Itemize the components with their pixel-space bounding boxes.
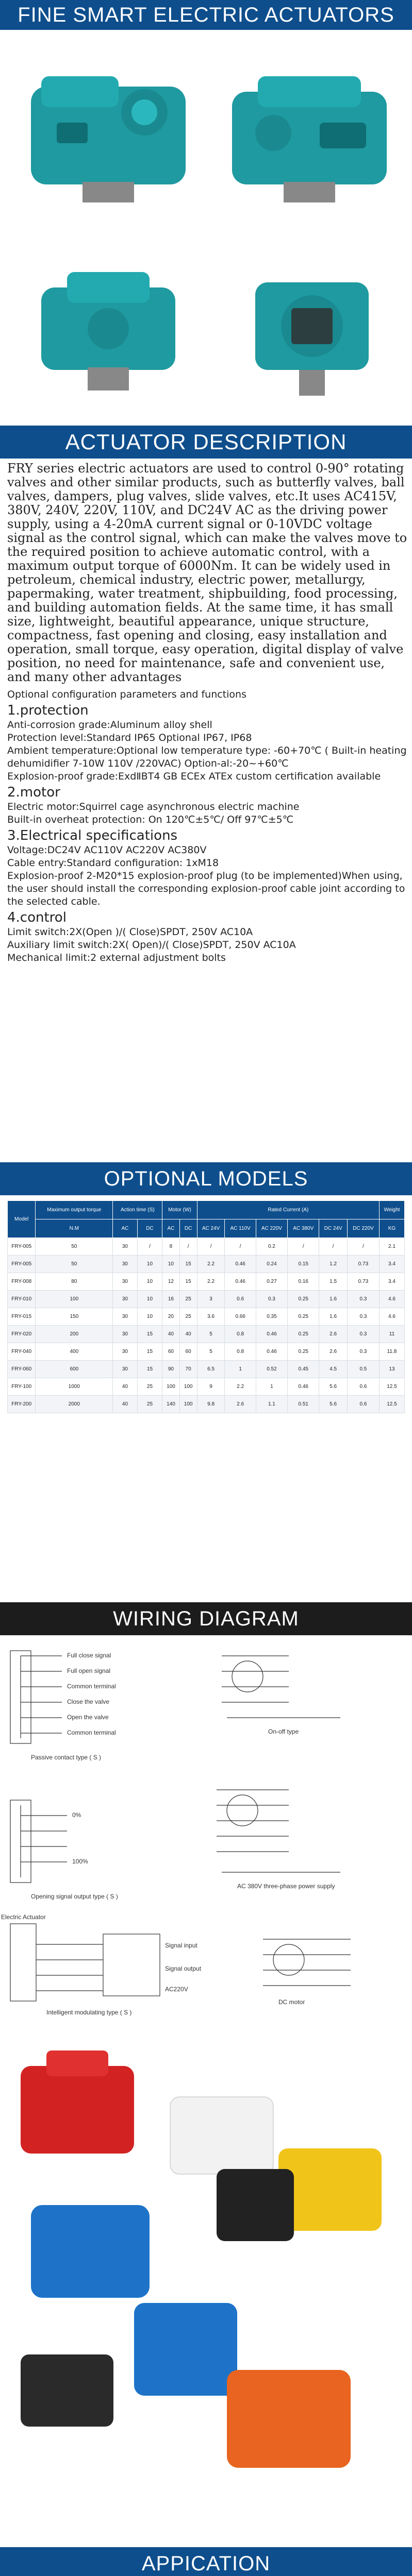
table-cell: 5	[197, 1326, 225, 1343]
table-cell: 5.6	[319, 1396, 347, 1413]
spec-line: Limit switch:2X(Open )/( Close)SPDT, 250V AC10A	[7, 926, 253, 938]
actuator-lineup-photo	[0, 2035, 412, 2547]
table-cell: 0.52	[256, 1361, 287, 1378]
models-banner	[0, 1162, 412, 1195]
description-section	[7, 462, 407, 964]
table-cell: 2.1	[379, 1238, 404, 1256]
wiring-lines	[0, 1635, 412, 2032]
application-banner	[0, 2547, 412, 2576]
description-banner	[0, 426, 412, 459]
table-cell: 3.4	[379, 1256, 404, 1273]
table-cell: 60	[179, 1343, 197, 1361]
spec-line: Protection level:Standard IP65 Optional IP67, IP68	[7, 732, 252, 743]
table-cell: 50	[36, 1256, 113, 1273]
application-title: APPICATION	[141, 2552, 271, 2575]
spec-line: Cable entry:Standard configuration: 1xM18	[7, 857, 219, 869]
spec-line: Voltage:DC24V AC110V AC220V AC380V	[7, 844, 207, 856]
table-cell: /	[225, 1238, 256, 1256]
subheader-cell: AC	[113, 1219, 137, 1238]
table-cell: 1	[256, 1378, 287, 1396]
label-electric-actuator: Electric Actuator	[1, 1913, 46, 1921]
table-cell: 1.1	[256, 1396, 287, 1413]
label-pct-100: 100%	[72, 1858, 88, 1865]
subheader-cell: AC 380V	[288, 1219, 319, 1238]
table-cell: 30	[113, 1361, 137, 1378]
table-cell: 0.66	[225, 1308, 256, 1326]
description-intro: FRY series electric actuators are used to control 0-90° rotating valves and other similar products, such as butterfly valves, ball valves, dampers, plug valves, slide valves, etc.It uses AC415V, 380V, 240V, 220V, 110V, and DC24V AC as the driving power supply, using a 4-20mA current signal or 0-10VDC voltage signal as the control signal, which can make the valves move to the required position to achieve automatic control, with a maximum output torque of 6000Nm. It can be widely used in petroleum, chemical industry, electric power, metallurgy, papermaking, water treatment, shipbuilding, food processing, and building automation fields. At the same time, it has small size, lightweight, beautiful appearance, unique structure, compactness, fast opening and closing, easy installation and operation, small torque, easy operation, digital display of valve position, no need for maintenance, safe and convenient use, and many other advantages	[7, 461, 407, 684]
table-cell: 0.46	[225, 1256, 256, 1273]
table-cell: FRY-060	[8, 1361, 36, 1378]
spec-line: Explosion-proof 2-M20*15 explosion-proof plug (to be implemented)When using, the user should install the corresponding explosion-proof cable joint according to the selected cable.	[7, 870, 405, 907]
table-cell: 50	[36, 1238, 113, 1256]
table-cell: 20	[162, 1308, 179, 1326]
table-cell: 0.45	[288, 1361, 319, 1378]
table-cell: 0.25	[288, 1343, 319, 1361]
wiring-banner	[0, 1602, 412, 1635]
table-row	[8, 1256, 405, 1273]
spec-line: Electric motor:Squirrel cage asynchronous electric machine	[7, 801, 300, 812]
table-cell: 1.2	[319, 1256, 347, 1273]
product-image-teal-1	[10, 50, 206, 215]
table-cell: 4.5	[319, 1361, 347, 1378]
table-cell: FRY-005	[8, 1256, 36, 1273]
table-cell: 1.6	[319, 1291, 347, 1308]
table-cell: 30	[113, 1343, 137, 1361]
config-intro: Optional configuration parameters and functions	[7, 689, 246, 700]
table-cell: 25	[179, 1308, 197, 1326]
table-cell: 140	[162, 1396, 179, 1413]
table-cell: 0.25	[288, 1308, 319, 1326]
table-cell: 40	[113, 1396, 137, 1413]
table-cell: 0.5	[347, 1361, 379, 1378]
table-cell: 0.2	[256, 1238, 287, 1256]
table-cell: 90	[162, 1361, 179, 1378]
table-cell: 80	[36, 1273, 113, 1291]
label-full-open: Full open signal	[67, 1667, 111, 1674]
subheader-cell: AC 110V	[225, 1219, 256, 1238]
table-row	[8, 1396, 405, 1413]
label-signal-output: Signal output	[165, 1965, 202, 1972]
spec-line: Ambient temperature:Optional low temperature type: -60+70℃ ( Built-in heating dehumidifier 7-10W 110V /220VAC) Option-al:-20~+60℃	[7, 745, 407, 769]
table-cell: 400	[36, 1343, 113, 1361]
table-cell: 12	[162, 1273, 179, 1291]
subheader-cell: DC 24V	[319, 1219, 347, 1238]
table-cell: 16	[162, 1291, 179, 1308]
col-torque: Maximum output torque	[36, 1201, 113, 1219]
table-cell: 0.46	[256, 1343, 287, 1361]
table-cell: 0.46	[225, 1273, 256, 1291]
table-cell: 30	[113, 1326, 137, 1343]
table-cell: /	[137, 1238, 162, 1256]
table-cell: 0.51	[288, 1396, 319, 1413]
table-cell: 15	[137, 1361, 162, 1378]
label-close-valve: Close the valve	[67, 1698, 110, 1705]
spec-control-heading: 4.control	[7, 910, 67, 925]
table-cell: 12.5	[379, 1396, 404, 1413]
label-full-close: Full close signal	[67, 1652, 111, 1659]
caption-passive: Passive contact type ( S )	[31, 1754, 102, 1761]
table-row	[8, 1308, 405, 1326]
subheader-cell: AC 220V	[256, 1219, 287, 1238]
table-cell: 1.5	[319, 1273, 347, 1291]
table-cell: 10	[137, 1291, 162, 1308]
table-cell: /	[347, 1238, 379, 1256]
spec-protection-heading: 1.protection	[7, 703, 89, 718]
caption-onoff: On-off type	[268, 1728, 299, 1735]
label-common: Common terminal	[67, 1683, 116, 1690]
table-cell: 0.3	[347, 1308, 379, 1326]
table-cell: 40	[162, 1326, 179, 1343]
wiring-diagrams	[0, 1635, 412, 2032]
spec-line: Explosion-proof grade:ExdⅡBT4 GB ECEx ATEx custom certification available	[7, 771, 381, 782]
table-cell: 2.6	[319, 1343, 347, 1361]
product-image-teal-3	[31, 251, 186, 406]
table-cell: FRY-040	[8, 1343, 36, 1361]
table-cell: 15	[179, 1273, 197, 1291]
table-cell: 0.46	[288, 1378, 319, 1396]
table-row	[8, 1273, 405, 1291]
caption-opening: Opening signal output type ( S )	[31, 1893, 118, 1900]
subheader-cell: N.M	[36, 1219, 113, 1238]
col-current: Rated Current (A)	[197, 1201, 379, 1219]
table-cell: 1000	[36, 1378, 113, 1396]
col-model: Model	[8, 1201, 36, 1238]
table-cell: 2.6	[225, 1396, 256, 1413]
label-open-valve: Open the valve	[67, 1714, 109, 1721]
table-cell: 200	[36, 1326, 113, 1343]
table-cell: 10	[137, 1273, 162, 1291]
table-cell: 150	[36, 1308, 113, 1326]
table-cell: 4.6	[379, 1308, 404, 1326]
subheader-cell: AC	[162, 1219, 179, 1238]
table-cell: 100	[179, 1378, 197, 1396]
subheader-cell: DC	[137, 1219, 162, 1238]
table-cell: 0.35	[256, 1308, 287, 1326]
table-cell: 15	[179, 1256, 197, 1273]
table-cell: 5.6	[319, 1378, 347, 1396]
label-common-2: Common terminal	[67, 1729, 116, 1736]
table-cell: 0.6	[225, 1291, 256, 1308]
spec-line: Anti-corrosion grade:Aluminum alloy shell	[7, 719, 212, 731]
table-cell: 15	[137, 1343, 162, 1361]
table-cell: 30	[113, 1291, 137, 1308]
table-cell: FRY-200	[8, 1396, 36, 1413]
subheader-cell: AC 24V	[197, 1219, 225, 1238]
table-cell: 8	[162, 1238, 179, 1256]
table-cell: 0.24	[256, 1256, 287, 1273]
product-image-teal-2	[217, 50, 402, 215]
table-cell: 0.16	[288, 1273, 319, 1291]
table-row	[8, 1238, 405, 1256]
caption-ac380: AC 380V three-phase power supply	[237, 1883, 335, 1890]
table-cell: /	[197, 1238, 225, 1256]
table-cell: 100	[162, 1378, 179, 1396]
table-cell: 0.73	[347, 1256, 379, 1273]
models-title: OPTIONAL MODELS	[104, 1167, 308, 1190]
spec-line: Built-in overheat protection: On 120℃±5℃/ Off 97℃±5℃	[7, 814, 294, 825]
col-action: Action time (S)	[113, 1201, 162, 1219]
table-cell: 40	[113, 1378, 137, 1396]
table-cell: 2000	[36, 1396, 113, 1413]
table-cell: 0.3	[347, 1326, 379, 1343]
table-cell: 1.6	[319, 1308, 347, 1326]
table-cell: /	[288, 1238, 319, 1256]
table-cell: 30	[113, 1273, 137, 1291]
models-table-wrapper	[7, 1200, 405, 1413]
table-cell: 100	[36, 1291, 113, 1308]
table-cell: 0.27	[256, 1273, 287, 1291]
subheader-row	[8, 1219, 405, 1238]
table-cell: 0.3	[256, 1291, 287, 1308]
table-cell: 9	[197, 1378, 225, 1396]
table-cell: FRY-100	[8, 1378, 36, 1396]
table-cell: 3.4	[379, 1273, 404, 1291]
product-gallery	[0, 30, 412, 426]
table-cell: 10	[137, 1308, 162, 1326]
table-cell: 10	[137, 1256, 162, 1273]
subheader-cell: KG	[379, 1219, 404, 1238]
table-cell: 0.3	[347, 1343, 379, 1361]
table-cell: 2.2	[197, 1256, 225, 1273]
table-cell: FRY-008	[8, 1273, 36, 1291]
table-cell: 0.6	[347, 1396, 379, 1413]
table-cell: 2.2	[197, 1273, 225, 1291]
table-cell: 25	[137, 1378, 162, 1396]
table-cell: 12.5	[379, 1378, 404, 1396]
table-cell: 70	[179, 1361, 197, 1378]
table-row	[8, 1326, 405, 1343]
table-cell: 5	[197, 1343, 225, 1361]
table-cell: 60	[162, 1343, 179, 1361]
spec-line: Mechanical limit:2 external adjustment bolts	[7, 952, 226, 963]
table-cell: 100	[179, 1396, 197, 1413]
table-row	[8, 1343, 405, 1361]
table-cell: /	[319, 1238, 347, 1256]
label-ac220: AC220V	[165, 1986, 188, 1993]
table-cell: 10	[162, 1256, 179, 1273]
table-cell: 3.6	[197, 1308, 225, 1326]
subheader-cell: DC 220V	[347, 1219, 379, 1238]
caption-dc-motor: DC motor	[278, 1998, 305, 2006]
table-cell: FRY-020	[8, 1326, 36, 1343]
wiring-title: WIRING DIAGRAM	[113, 1607, 299, 1630]
table-cell: 30	[113, 1308, 137, 1326]
spec-electrical-heading: 3.Electrical specifications	[7, 828, 178, 843]
main-banner	[0, 0, 412, 30]
table-cell: 3	[197, 1291, 225, 1308]
table-cell: 0.8	[225, 1343, 256, 1361]
table-cell: 30	[113, 1238, 137, 1256]
label-pct-0: 0%	[72, 1811, 81, 1819]
table-body	[8, 1238, 405, 1413]
product-image-teal-4	[242, 251, 382, 406]
table-cell: 0.46	[256, 1326, 287, 1343]
table-cell: 40	[179, 1326, 197, 1343]
table-cell: 6.5	[197, 1361, 225, 1378]
table-cell: /	[179, 1238, 197, 1256]
models-table	[7, 1200, 405, 1413]
description-title: ACTUATOR DESCRIPTION	[65, 430, 347, 454]
table-cell: 4.6	[379, 1291, 404, 1308]
table-cell: 11	[379, 1326, 404, 1343]
table-cell: FRY-005	[8, 1238, 36, 1256]
col-weight: Weight	[379, 1201, 404, 1219]
table-cell: 13	[379, 1361, 404, 1378]
table-cell: 0.3	[347, 1291, 379, 1308]
table-cell: 600	[36, 1361, 113, 1378]
table-cell: 25	[137, 1396, 162, 1413]
table-row	[8, 1291, 405, 1308]
subheader-cell: DC	[179, 1219, 197, 1238]
table-cell: 30	[113, 1256, 137, 1273]
table-row	[8, 1361, 405, 1378]
table-cell: 0.6	[347, 1378, 379, 1396]
table-cell: 25	[179, 1291, 197, 1308]
caption-intelligent: Intelligent modulating type ( S )	[46, 2009, 132, 2016]
table-cell: 9.8	[197, 1396, 225, 1413]
table-cell: 0.25	[288, 1326, 319, 1343]
table-row	[8, 1378, 405, 1396]
main-title: FINE SMART ELECTRIC ACTUATORS	[18, 4, 394, 26]
table-cell: 0.73	[347, 1273, 379, 1291]
table-cell: 0.8	[225, 1326, 256, 1343]
col-motor: Motor (W)	[162, 1201, 197, 1219]
label-signal-input: Signal input	[165, 1942, 197, 1949]
table-cell: 0.15	[288, 1256, 319, 1273]
table-cell: 1	[225, 1361, 256, 1378]
table-cell: 2.6	[319, 1326, 347, 1343]
table-cell: 2.2	[225, 1378, 256, 1396]
table-cell: 11.8	[379, 1343, 404, 1361]
table-cell: FRY-010	[8, 1291, 36, 1308]
table-cell: FRY-015	[8, 1308, 36, 1326]
spec-line: Auxiliary limit switch:2X( Open)/( Close)SPDT, 250V AC10A	[7, 939, 296, 951]
spec-motor-heading: 2.motor	[7, 785, 60, 800]
table-cell: 0.25	[288, 1291, 319, 1308]
spec-list	[7, 688, 407, 964]
table-cell: 15	[137, 1326, 162, 1343]
